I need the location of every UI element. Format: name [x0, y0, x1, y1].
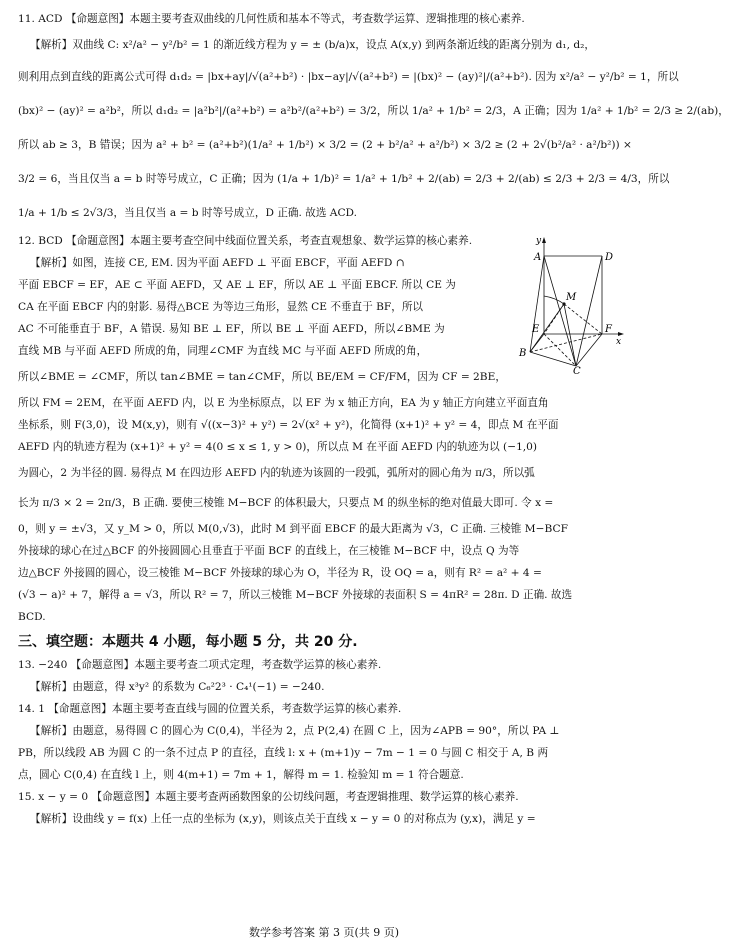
q14-line: 【解析】由题意，易得圆 C 的圆心为 C(0,4)，半径为 2，点 P(2,4) 在圆 C 上，因为∠APB = 90°，所以 PA ⊥	[30, 725, 560, 737]
edge-ME	[544, 304, 564, 334]
q12-line: 所以 FM = 2EM，在平面 AEFD 内，以 E 为坐标原点，以 EF 为 x 轴正方向，EA 为 y 轴正方向建立平面直角	[18, 397, 549, 409]
q14-line: PB，所以线段 AB 为圆 C 的一条不过点 P 的直径，直线 l: x + (m+1)y − 7m − 1 = 0 与圆 C 相交于 A, B 两	[18, 747, 549, 759]
q12-line: 为圆心，2 为半径的圆. 易得点 M 在四边形 AEFD 内的轨迹为该圆的一段弧，弧所对的圆心角为 π/3，所以弧	[18, 467, 535, 479]
page-footer: 数学参考答案 第 3 页(共 9 页)	[248, 926, 400, 939]
q15-line: 【解析】设曲线 y = f(x) 上任一点的坐标为 (x,y)，则该点关于直线 x − y = 0 的对称点为 (y,x)，满足 y =	[30, 813, 536, 825]
q11-line: 3/2 = 6，当且仅当 a = b 时等号成立，C 正确；因为 (1/a + 1/b)² = 1/a² + 1/b² + 2/(ab) = 2/3 + 2/(ab) ≤ 2/3 + 2/3 = 4/3，所以	[18, 173, 670, 185]
y-axis-arrow	[542, 237, 546, 243]
edge-MC	[564, 304, 576, 366]
label-A: A	[534, 252, 542, 263]
question-14	[18, 698, 630, 786]
question-12	[18, 230, 630, 628]
q12-line: (√3 − a)² + 7，解得 a = √3，所以 R² = 7，所以三棱锥 M−BCF 外接球的表面积 S = 4πR² = 28π. D 正确. 故选	[18, 589, 573, 601]
label-M: M	[566, 292, 577, 303]
q12-line: 长为 π/3 × 2 = 2π/3，B 正确. 要使三棱锥 M−BCF 的体积最大，只要点 M 的纵坐标的绝对值最大即可. 令 x =	[18, 497, 554, 509]
q12-line: 0，则 y = ±√3，又 y_M > 0，所以 M(0,√3)，此时 M 到平面 EBCF 的最大距离为 √3，C 正确. 三棱锥 M−BCF	[18, 523, 568, 535]
q12-header: 12. BCD 【命题意图】本题主要考查空间中线面位置关系，考查直观想象、数学运算的核心素养.	[18, 235, 473, 247]
q15-header: 15. x − y = 0 【命题意图】本题主要考查两函数图象的公切线问题，考查逻辑推理、数学运算的核心素养.	[18, 791, 519, 803]
label-D: D	[605, 252, 614, 263]
q13-header: 13. −240 【命题意图】本题主要考查二项式定理，考查数学运算的核心素养.	[18, 659, 382, 671]
q12-line: BCD.	[18, 611, 46, 623]
label-E: E	[532, 324, 540, 335]
q12-line: CA 在平面 EBCF 内的射影. 易得△BCE 为等边三角形，显然 CE 不垂直于 BF，所以	[18, 301, 424, 313]
q11-line: 所以 ab ≥ 3，B 错误；因为 a² + b² = (a²+b²)(1/a² + 1/b²) × 3/2 = (2 + b²/a² + a²/b²) × 3/2 ≥ (2 + 2√(b²/a² · a²/b²)) ×	[18, 139, 632, 151]
q11-line: (bx)² − (ay)² = a²b²，所以 d₁d₂ = |a²b²|/(a²+b²) = a²b²/(a²+b²) = 3/2，所以 1/a² + 1/b² = 2/3，A 正确；因为 1/a² + 1/b² = 2/3 ≥ 2/(ab)，	[18, 105, 729, 117]
label-y: y	[536, 236, 542, 246]
label-C: C	[573, 366, 581, 377]
q11-line: 【解析】双曲线 C: x²/a² − y²/b² = 1 的渐近线方程为 y = ± (b/a)x，设点 A(x,y) 到两条渐近线的距离分别为 d₁, d₂，	[30, 39, 595, 51]
q14-header: 14. 1 【命题意图】本题主要考查直线与圆的位置关系，考查数学运算的核心素养.	[18, 703, 402, 715]
label-F: F	[605, 324, 612, 335]
q12-line: 边△BCF 外接圆的圆心，设三棱锥 M−BCF 外接球的球心为 O，半径为 R，设 OQ = a，则有 R² = a² + 4 =	[18, 567, 542, 579]
section-title: 三、填空题：本题共 4 小题，每小题 5 分，共 20 分.	[18, 634, 358, 650]
question-15	[18, 786, 630, 830]
geometry-figure	[516, 234, 626, 377]
question-13	[18, 654, 630, 698]
q12-line: AEFD 内的轨迹方程为 (x+1)² + y² = 4(0 ≤ x ≤ 1, y > 0)，所以点 M 在平面 AEFD 内的轨迹为以 (−1,0)	[18, 441, 538, 453]
arc-path	[544, 296, 564, 304]
x-axis-arrow	[618, 332, 624, 336]
q12-line: 所以∠BME = ∠CMF，所以 tan∠BME = tan∠CMF，所以 BE/EM = CF/FM，因为 CF = 2BE，	[18, 371, 506, 383]
q12-line: 坐标系，则 F(3,0)，设 M(x,y)，则有 √((x−3)² + y²) = 2√(x² + y²)，化简得 (x+1)² + y² = 4，即点 M 在平面	[18, 419, 559, 431]
q12-line: 平面 EBCF = EF，AE ⊂ 平面 AEFD，又 AE ⊥ EF，所以 AE ⊥ 平面 EBCF. 所以 CE 为	[18, 279, 456, 291]
q14-line: 点，圆心 C(0,4) 在直线 l 上，则 4(m+1) = 7m + 1，解得 m = 1. 检验知 m = 1 符合题意.	[18, 769, 464, 781]
label-x: x	[616, 337, 622, 347]
q12-line: 外接球的球心在过△BCF 的外接圆圆心且垂直于平面 BCF 的直线上，在三棱锥 M−BCF 中，设点 Q 为等	[18, 545, 520, 557]
label-B: B	[519, 348, 527, 359]
q11-line: 1/a + 1/b ≤ 2√3/3，当且仅当 a = b 时等号成立，D 正确. 故选 ACD.	[18, 207, 358, 219]
q12-line: 直线 MB 与平面 AEFD 所成的角，同理∠CMF 为直线 MC 与平面 AEFD 所成的角，	[18, 345, 428, 357]
q11-line: 则利用点到直线的距离公式可得 d₁d₂ = |bx+ay|/√(a²+b²) · |bx−ay|/√(a²+b²) = |(bx)² − (ay)²|/(a²+b²). 因为 x²/a² − y²/b² = 1，所以	[18, 71, 679, 83]
q11-header: 11. ACD 【命题意图】本题主要考查双曲线的几何性质和基本不等式，考查数学运算、逻辑推理的核心素养.	[18, 13, 525, 25]
edge-AB	[530, 256, 544, 352]
question-11	[18, 8, 729, 230]
q12-line: 【解析】如图，连接 CE, EM. 因为平面 AEFD ⊥ 平面 EBCF，平面 AEFD ∩	[30, 257, 405, 269]
q12-line: AC 不可能垂直于 BF，A 错误. 易知 BE ⊥ EF，所以 BE ⊥ 平面 AEFD，所以∠BME 为	[18, 323, 445, 335]
q13-line: 【解析】由题意，得 x³y² 的系数为 C₆²2³ · C₄¹(−1) = −240.	[30, 681, 325, 693]
edge-MF	[564, 304, 602, 334]
q12-text-wrapped	[18, 252, 526, 392]
